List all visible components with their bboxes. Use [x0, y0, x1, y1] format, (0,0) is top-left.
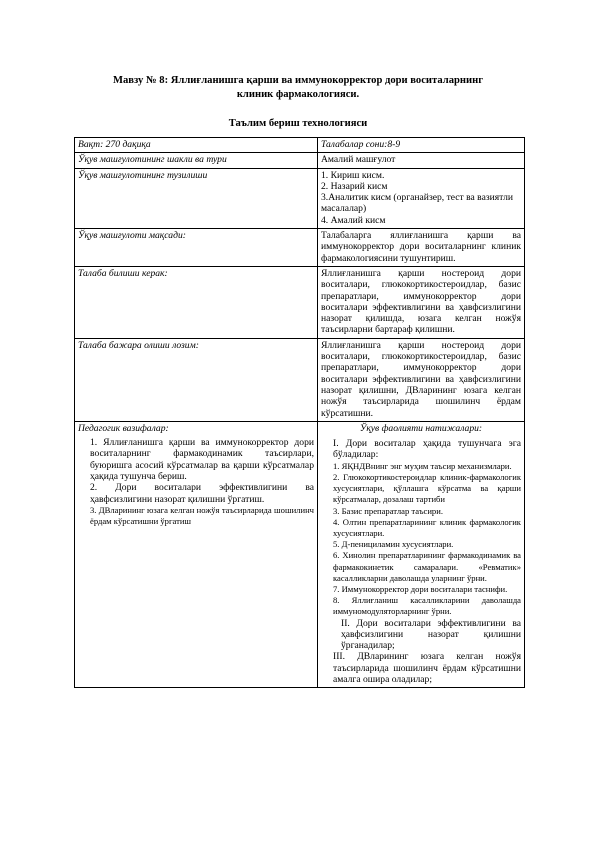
must-do-label: Талаба бажара олиши лозим:: [75, 338, 318, 421]
title-line-1: Мавзу № 8: Яллиғланишга қарши ва иммунокорректор дори воситаларнинг: [112, 75, 484, 86]
list-item: 3.Аналитик кисм (органайзер, тест ва вазиятли масалалар): [321, 192, 514, 215]
table-row: [75, 266, 525, 338]
must-know-value: Яллиғланишга қарши ностероид дори воситалари, глюкокортикостероидлар, базис препаратлари, иммунокорректор дори воситалари эффективлигини ва ҳавфсизлигини назорат қилишда, юзага келган ножўя таъсирларни бартараф қилишни.: [318, 266, 525, 338]
list-item: 1. Кириш кисм.: [321, 169, 385, 181]
result-item: 8. Яллиғланиш касалликларини даволашда иммуномодуляторларнинг ўрни.: [333, 595, 521, 617]
table-row: [75, 153, 525, 168]
result-item: 1. ЯҚНДВнинг энг муҳим таъсир механизмлари.: [333, 460, 512, 471]
lesson-form-label: Ўқув машғулотининг шакли ва тури: [75, 153, 318, 168]
result-item: 3. Базис препаратлар таъсири.: [333, 505, 443, 516]
table-row: [75, 229, 525, 267]
section-subtitle: Таълим бериш технологияси: [228, 118, 368, 129]
list-item: 2. Назарий кисм: [321, 180, 388, 192]
results-part-3: III. ДВларининг юзага келган ножўя таъсирларида шошилинч ёрдам кўрсатишни амалга ошира оладилар;: [333, 651, 521, 686]
learning-results-cell: [318, 421, 525, 688]
document-title: [0, 74, 596, 102]
pedagogic-task: 2. Дори воситалари эффективлигини ва ҳавфсизлигини назорат қилишни ўргатиш.: [90, 482, 314, 505]
lesson-form-value: Амалий машғулот: [318, 153, 525, 168]
results-heading: Ўқув фаолияти натижалари:: [359, 422, 483, 434]
table-row: [75, 338, 525, 421]
lesson-structure-label: Ўқув машғулотининг тузилиши: [75, 168, 318, 228]
table-row: [75, 138, 525, 153]
lesson-goal-value: Талабаларга яллиғланишга қарши ва иммунокорректор дори воситаларнинг клиник фармакологиясини тушунтириш.: [318, 229, 525, 267]
students-count-cell: Талабалар сони:8-9: [318, 138, 525, 153]
table-row: [75, 421, 525, 688]
pedagogic-heading: Педагогик вазифалар:: [78, 422, 169, 434]
pedagogic-tasks-cell: [75, 421, 318, 688]
pedagogic-task: 1. Яллиғланишга қарши ва иммунокорректор дори воситаларнинг фармакодинамик таъсирлари, буюришга асосий кўрсатмалар ва қарши кўрсатмалар ҳақида тушунча бериш.: [90, 437, 314, 483]
result-item: 6. Хинолин препаратларининг фармакодинамик ва фармакокинетик самаралари. «Ревматик» касалликларни даволашда уларнинг ўрни.: [333, 550, 521, 583]
result-item: 2. Глюкокортикостероидлар клиник-фармакологик хусусиятлари, қўллашга кўрсатма ва қарши кўрсатмалар, дозалаш тартиби: [333, 471, 521, 505]
result-item: 4. Олтин препаратларининг клиник фармакологик хусусиятлари.: [333, 516, 521, 538]
lesson-structure-list: [318, 168, 525, 228]
list-item: 4. Амалий кисм: [321, 214, 386, 226]
results-part-2: II. Дори воситалари эффективлигини ва ҳавфсизлигини назорат қилишни ўрганадилар;: [341, 617, 521, 652]
must-know-label: Талаба билиши керак:: [75, 266, 318, 338]
table-row: [75, 168, 525, 228]
pedagogic-task: 3. ДВларининг юзага келган ножўя таъсирларида шошилинч ёрдам кўрсатишни ўргатиш: [90, 504, 314, 527]
must-do-value: Яллиғланишга қарши ностероид дори воситалари, глюкокортикостероидлар, базис препаратлари, иммунокорректор дори воситалари эффективлигини ва ҳавфсизлигини назорат қилишни, ДВларининг юзага келган ножўя таъсирларида шошилинч ёрдам кўрсатишни.: [318, 338, 525, 421]
result-item: 7. Иммунокорректор дори воситалари таснифи.: [333, 583, 508, 594]
lesson-goal-label: Ўқув машғулоти мақсади:: [75, 229, 318, 267]
result-item: 5. Д-пенициламин хусусиятлари.: [333, 539, 454, 550]
time-cell: Вақт: 270 дақиқа: [75, 138, 318, 153]
title-line-2: клиник фармакологияси.: [236, 89, 360, 100]
technology-table: [74, 137, 525, 688]
results-intro: I. Дори воситалар ҳақида тушунчага эга бўладилар:: [333, 438, 521, 461]
